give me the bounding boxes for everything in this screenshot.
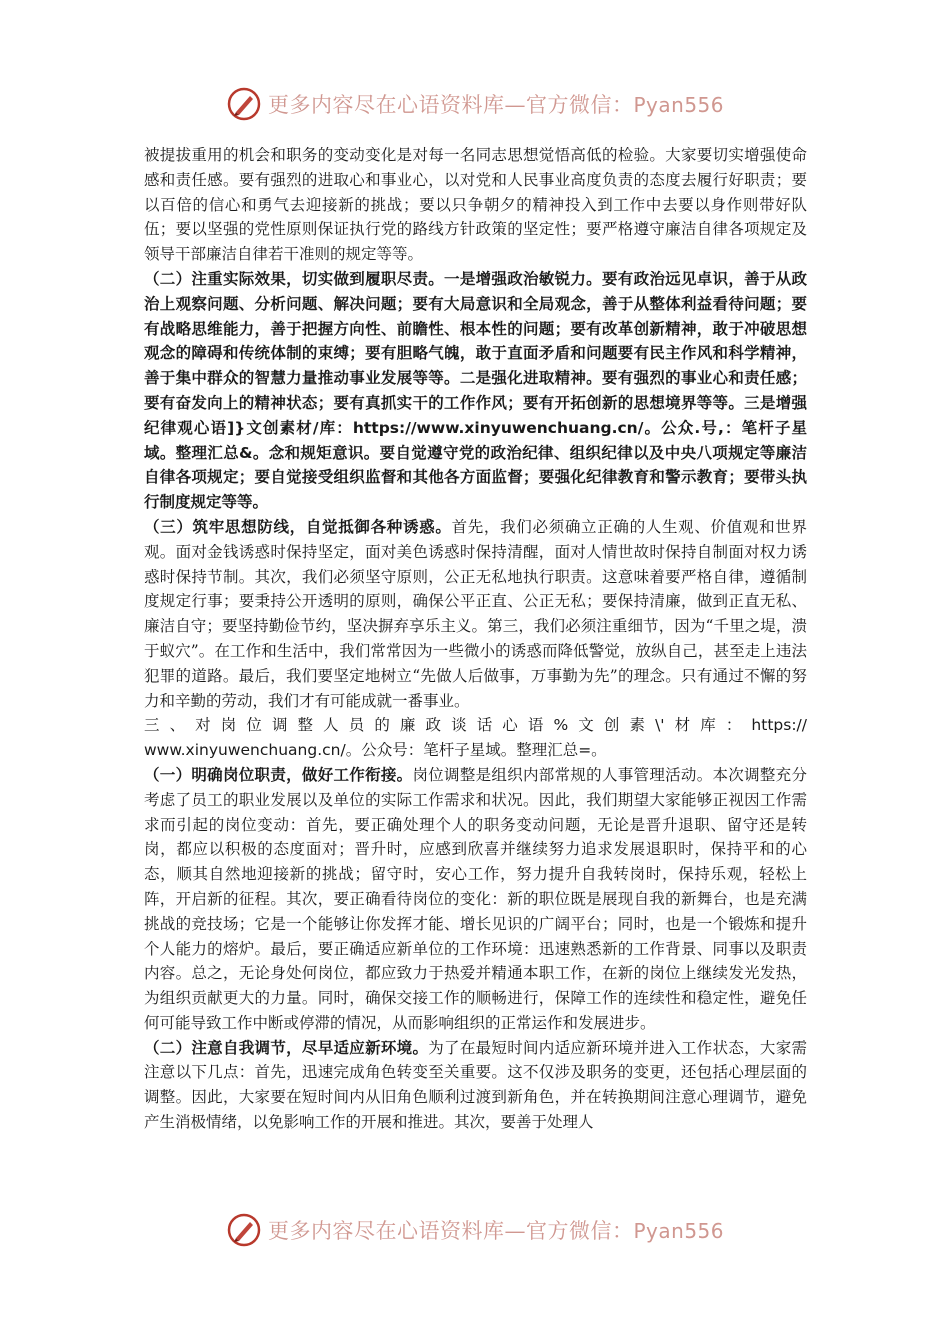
banner-text: 更多内容尽在心语资料库—官方微信：Pyan556 — [268, 1219, 725, 1243]
paragraph: （一）明确岗位职责，做好工作衔接。岗位调整是组织内部常规的人事管理活动。本次调整充分考虑了员工的职业发展以及单位的实际工作需求和状况。因此，我们期望大家能够正视因工作需求而引起的岗位变动：首先，要正确处理个人的职务变动问题，无论是晋升退职、留守还是转岗，都应以积极的态度面对；晋升时，应感到欣喜并继续努力追求发展退职时，保持平和的心态，顺其自然地迎接新的挑战；留守时，安心工作，努力提升自我转岗时，保持乐观，轻松上阵，开启新的征程。其次，要正确看待岗位的变化：新的职位既是展现自我的新舞台，也是充满挑战的竞技场；它是一个能够让你发挥才能、增长见识的广阔平台；同时，也是一个锻炼和提升个人能力的熔炉。最后，要正确适应新单位的工作环境：迅速熟悉新的工作背景、同事以及职责内容。总之，无论身处何岗位，都应致力于热爱并精通本职工作，在新的岗位上继续发光发热，为组织贡献更大的力量。同时，确保交接工作的顺畅进行，保障工作的连续性和稳定性，避免任何可能导致工作中断或停滞的情况，从而影响组织的正常运作和发展进步。 — [144, 765, 807, 1032]
paragraph: （三）筑牢思想防线，自觉抵御各种诱惑。首先，我们必须确立正确的人生观、价值观和世界观。面对金钱诱惑时保持坚定，面对美色诱惑时保持清醒，面对人情世故时保持自制面对权力诱惑时保持节制。其次，我们必须坚守原则，公正无私地执行职责。这意味着要严格自律，遵循制度规定行事；要秉持公开透明的原则，确保公平正直、公正无私；要保持清廉，做到正直无私、廉洁自守；要坚持勤俭节约，坚决摒弃享乐主义。第三，我们必须注重细节，因为“千里之堤，溃于蚁穴”。在工作和生活中，我们常常因为一些微小的诱惑而降低警觉，放纵自己，甚至走上违法犯罪的道路。最后，我们要坚定地树立“先做人后做事，万事勤为先”的理念。只有通过不懈的努力和辛勤的劳动，我们才有可能成就一番事业。 — [144, 517, 807, 710]
paragraph-bold-section: （二）注重实际效果，切实做到履职尽责。一是增强政治敏锐力。要有政治远见卓识，善于从政治上观察问题、分析问题、解决问题；要有大局意识和全局观念，善于从整体利益看待问题；要有战略思维能力，善于把握方向性、前瞻性、根本性的问题；要有改革创新精神，敢于冲破思想观念的障碍和传统体制的束缚；要有胆略气魄，敢于直面矛盾和问题要有民主作风和科学精神，善于集中群众的智慧力量推动事业发展等等。二是强化进取精神。要有强烈的事业心和责任感；要有奋发向上的精神状态；要有真抓实干的工作作风；要有开拓创新的思想境界等等。三是增强纪律观心语]}文创素材/库：https://www.xinyuwenchuang.cn/。公众.号,：笔杆子星域。整理汇总&。念和规矩意识。要自觉遵守党的政治纪律、组织纪律以及中央八项规定等廉洁自律各项规定；要自觉接受组织监督和其他各方面监督；要强化纪律教育和警示教育；要带头执行制度规定等等。 — [144, 269, 807, 512]
footer-banner — [0, 1210, 950, 1250]
pen-circle-logo-icon — [226, 86, 262, 122]
section-heading-cont: www.xinyuwenchuang.cn/。公众号：笔杆子星域。整理汇总=。 — [144, 741, 607, 760]
section-heading: 三、对岗位调整人员的廉政谈话心语%文创素\'材库：https:// — [144, 716, 807, 735]
paragraph-heading: （三）筑牢思想防线，自觉抵御各种诱惑。 — [144, 517, 452, 536]
banner-text: 更多内容尽在心语资料库—官方微信：Pyan556 — [268, 93, 725, 117]
pen-circle-logo-icon — [226, 1212, 262, 1248]
paragraph: 被提拔重用的机会和职务的变动变化是对每一名同志思想觉悟高低的检验。大家要切实增强使命感和责任感。要有强烈的进取心和事业心，以对党和人民事业高度负责的态度去履行好职责；要以百倍的信心和勇气去迎接新的挑战；要以只争朝夕的精神投入到工作中去要以身作则带好队伍；要以坚强的党性原则保证执行党的路线方针政策的坚定性；要严格遵守廉洁自律各项规定及领导干部廉洁自律若干准则的规定等等。 — [144, 146, 807, 264]
wechat-id: Pyan556 — [633, 1219, 725, 1243]
document-body — [144, 143, 807, 1135]
paragraph: （二）注意自我调节，尽早适应新环境。为了在最短时间内适应新环境并进入工作状态，大家需注意以下几点：首先，迅速完成角色转变至关重要。这不仅涉及职务的变更，还包括心理层面的调整。因此，大家要在短时间内从旧角色顺利过渡到新角色，并在转换期间注意心理调节，避免产生消极情绪，以免影响工作的开展和推进。其次，要善于处理人 — [144, 1038, 807, 1132]
wechat-id: Pyan556 — [633, 93, 725, 117]
header-banner — [0, 84, 950, 124]
paragraph-heading: （二）注意自我调节，尽早适应新环境。 — [144, 1038, 429, 1057]
paragraph-heading: （一）明确岗位职责，做好工作衔接。 — [144, 765, 413, 784]
